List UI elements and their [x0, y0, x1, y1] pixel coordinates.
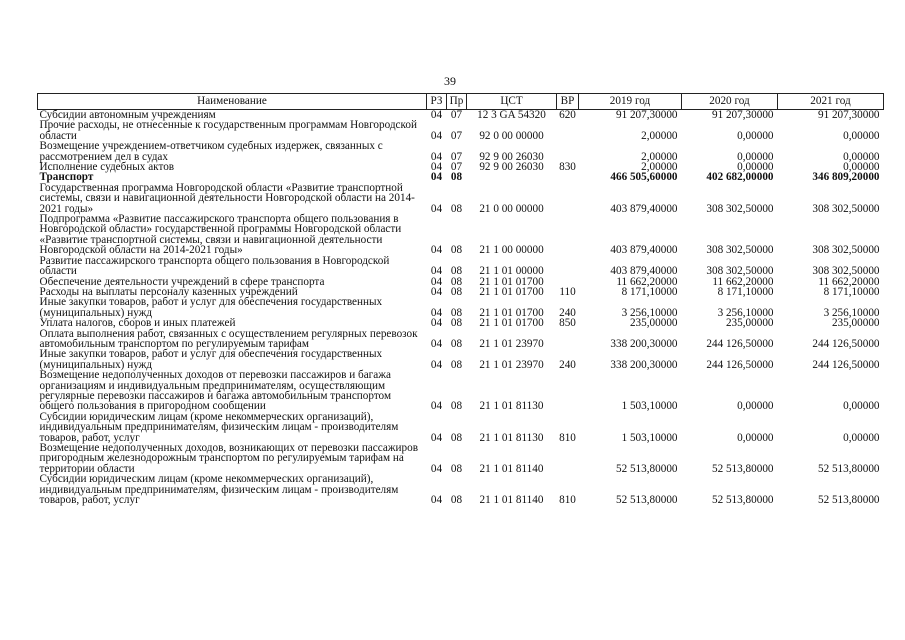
cell-cst: 21 1 01 81130	[479, 431, 544, 444]
cell-name: Развитие пассажирского транспорта общего пользования в Новгородской области	[39, 254, 390, 278]
cell-y2019: 403 879,40000	[610, 202, 678, 215]
col-header-rz: РЗ	[427, 94, 447, 110]
cell-rz: 04	[430, 431, 443, 444]
cell-y2020: 0,00000	[737, 150, 774, 163]
cell-pr: 07	[450, 150, 463, 163]
cell-y2019: 2,00000	[641, 150, 678, 163]
cell-y2021: 0,00000	[843, 150, 880, 163]
cell-pr: 07	[450, 129, 463, 142]
cell-y2021: 308 302,50000	[812, 244, 880, 257]
cell-cst: 21 1 01 81140	[479, 462, 544, 475]
cell-vr: 830	[559, 161, 576, 174]
cell-y2019: 235,00000	[629, 317, 678, 330]
cell-name: Подпрограмма «Развитие пассажирского транспорта общего пользования в Новгородской области» государственной программы Новгородской области «Развитие транспортной системы, связи и навигационной деятельности Новгородской области на 2014-2021 годы»	[39, 213, 402, 257]
cell-cst: 92 0 00 00000	[479, 129, 544, 142]
table-header-row	[38, 94, 884, 110]
cell-vr	[557, 183, 579, 214]
cell-y2021: 0,00000	[843, 431, 880, 444]
cell-y2020: 0,00000	[737, 129, 774, 142]
cell-y2021: 244 126,50000	[812, 337, 880, 350]
cell-cst: 21 0 00 00000	[479, 202, 544, 215]
cell-rz: 04	[430, 317, 443, 330]
col-header-2021: 2021 год	[778, 94, 884, 110]
cell-y2019: 8 171,10000	[621, 285, 678, 298]
cell-vr: 810	[559, 431, 576, 444]
cell-cst: 21 1 01 01700	[479, 285, 544, 298]
cell-rz: 04	[430, 358, 443, 371]
cell-y2020: 8 171,10000	[717, 285, 774, 298]
cell-vr: 850	[559, 317, 576, 330]
cell-y2019: 2,00000	[641, 161, 678, 174]
cell-y2021: 0,00000	[843, 161, 880, 174]
page-number: 39	[444, 74, 456, 88]
col-header-2019: 2019 год	[579, 94, 682, 110]
cell-y2021: 0,00000	[843, 129, 880, 142]
cell-y2020: 308 302,50000	[706, 202, 774, 215]
cell-name: Государственная программа Новгородской области «Развитие транспортной системы, связи и навигационной деятельности Новгородской области на 2014-2021 годы»	[39, 181, 415, 215]
cell-y2021: 52 513,80000	[817, 494, 880, 507]
cell-rz: 04	[430, 265, 443, 278]
cell-name: Иные закупки товаров, работ и услуг для обеспечения государственных (муниципальных) нужд	[39, 348, 383, 371]
cell-name: Возмещение учреждением-ответчиком судебных издержек, связанных с рассмотрением дел в судах	[39, 140, 383, 163]
table-row	[38, 318, 884, 328]
cell-pr: 08	[450, 317, 463, 330]
cell-rz: 04	[430, 462, 443, 475]
cell-y2021: 346 809,20000	[812, 171, 880, 184]
cell-rz: 04	[430, 202, 443, 215]
cell-pr: 08	[450, 431, 463, 444]
table-row	[38, 412, 884, 443]
cell-y2020: 308 302,50000	[706, 265, 774, 278]
cell-pr: 08	[450, 202, 463, 215]
cell-rz: 04	[430, 275, 443, 288]
cell-vr: 620	[559, 109, 576, 121]
cell-pr: 07	[450, 161, 463, 174]
cell-y2020: 235,00000	[725, 317, 774, 330]
cell-name: Уплата налогов, сборов и иных платежей	[39, 317, 236, 330]
cell-y2021: 3 256,10000	[823, 306, 880, 319]
col-header-cst: ЦСТ	[467, 94, 557, 110]
cell-y2020: 308 302,50000	[706, 244, 774, 257]
cell-y2021: 11 662,20000	[818, 275, 880, 288]
cell-y2020: 52 513,80000	[711, 462, 774, 475]
cell-cst: 21 1 01 81140	[479, 494, 544, 507]
table-row	[38, 370, 884, 412]
cell-y2020: 11 662,20000	[712, 275, 774, 288]
cell-cst: 21 1 01 01700	[479, 317, 544, 330]
cell-y2019: 91 207,30000	[615, 109, 678, 121]
cell-cst	[467, 172, 557, 182]
cell-vr	[557, 141, 579, 162]
cell-y2020: 91 207,30000	[711, 109, 774, 121]
col-header-pr: Пр	[447, 94, 467, 110]
cell-pr: 08	[450, 462, 463, 475]
cell-vr: 240	[559, 358, 576, 371]
col-header-2020: 2020 год	[682, 94, 778, 110]
cell-rz: 04	[430, 109, 443, 121]
table-row	[38, 329, 884, 350]
cell-y2019: 2,00000	[641, 129, 678, 142]
cell-vr	[557, 443, 579, 474]
cell-cst: 21 1 00 00000	[479, 244, 544, 257]
cell-vr	[557, 329, 579, 350]
col-header-vr: ВР	[557, 94, 579, 110]
cell-pr: 07	[450, 109, 463, 121]
cell-rz: 04	[430, 150, 443, 163]
cell-y2021: 235,00000	[831, 317, 880, 330]
cell-name: Исполнение судебных актов	[39, 161, 175, 174]
cell-rz: 04	[430, 129, 443, 142]
cell-pr: 08	[450, 244, 463, 257]
cell-vr	[557, 256, 579, 277]
table-body	[38, 110, 884, 506]
cell-vr	[557, 214, 579, 256]
cell-y2021: 91 207,30000	[817, 109, 880, 121]
cell-name: Обеспечение деятельности учреждений в сфере транспорта	[39, 275, 325, 288]
cell-y2021: 8 171,10000	[823, 285, 880, 298]
col-header-name: Наименование	[38, 94, 427, 110]
table-row	[38, 214, 884, 256]
cell-y2020: 0,00000	[737, 161, 774, 174]
cell-rz: 04	[430, 171, 443, 184]
cell-vr: 240	[559, 306, 576, 319]
cell-rz: 04	[430, 161, 443, 174]
table-row	[38, 297, 884, 318]
table-row	[38, 349, 884, 370]
budget-table	[37, 93, 884, 505]
cell-pr: 08	[450, 494, 463, 507]
table-row	[38, 474, 884, 505]
cell-y2019: 403 879,40000	[610, 265, 678, 278]
cell-y2019: 3 256,10000	[621, 306, 678, 319]
cell-vr	[557, 120, 579, 141]
cell-y2021: 52 513,80000	[817, 462, 880, 475]
cell-rz: 04	[430, 400, 443, 413]
cell-rz: 04	[430, 285, 443, 298]
cell-name: Субсидии юридическим лицам (кроме некоммерческих организаций), индивидуальным предпринимателям, физическим лицам - производителям товаров, работ, услуг	[39, 410, 399, 444]
table-row	[38, 183, 884, 214]
cell-y2021: 244 126,50000	[812, 358, 880, 371]
cell-cst: 21 1 01 23970	[479, 358, 544, 371]
cell-name: Субсидии юридическим лицам (кроме некоммерческих организаций), индивидуальным предпринимателям, физическим лицам - производителям товаров, работ, услуг	[39, 473, 399, 507]
cell-vr	[557, 370, 579, 412]
cell-pr: 08	[450, 265, 463, 278]
cell-y2019: 1 503,10000	[621, 400, 678, 413]
cell-y2020: 402 682,00000	[706, 171, 774, 184]
cell-pr: 08	[450, 171, 463, 184]
cell-y2019: 1 503,10000	[621, 431, 678, 444]
cell-y2020: 244 126,50000	[706, 337, 774, 350]
cell-y2019: 11 662,20000	[616, 275, 678, 288]
cell-name: Возмещение недополученных доходов, возникающих от перевозки пассажиров пригородным железнодорожным транспортом по регулируемым тарифам на территории области	[39, 442, 418, 475]
cell-cst: 12 3 GA 54320	[477, 109, 546, 121]
cell-pr: 08	[450, 337, 463, 350]
cell-pr: 08	[450, 306, 463, 319]
cell-cst: 21 1 01 00000	[479, 265, 544, 278]
cell-vr	[557, 172, 579, 182]
cell-vr: 110	[559, 285, 576, 298]
cell-cst: 21 1 01 23970	[479, 337, 544, 350]
cell-y2019: 338 200,30000	[610, 337, 678, 350]
cell-name: Расходы на выплаты персоналу казенных учреждений	[39, 285, 298, 298]
cell-y2021: 308 302,50000	[812, 265, 880, 278]
cell-name: Транспорт	[39, 171, 94, 184]
cell-rz: 04	[430, 337, 443, 350]
cell-rz: 04	[430, 494, 443, 507]
table-row	[38, 141, 884, 162]
cell-y2020: 52 513,80000	[711, 494, 774, 507]
cell-vr: 810	[559, 494, 576, 507]
cell-cst: 21 1 01 81130	[479, 400, 544, 413]
cell-name: Субсидии автономным учреждениям	[39, 109, 216, 121]
cell-pr: 08	[450, 275, 463, 288]
cell-name: Оплата выполнения работ, связанных с осуществлением регулярных перевозок автомобильным транспортом по регулируемым тарифам	[39, 327, 418, 350]
cell-y2019: 466 505,60000	[610, 171, 678, 184]
cell-pr: 08	[450, 400, 463, 413]
cell-y2020: 0,00000	[737, 400, 774, 413]
cell-y2020: 3 256,10000	[717, 306, 774, 319]
table-row	[38, 256, 884, 277]
cell-y2019: 338 200,30000	[610, 358, 678, 371]
cell-name: Иные закупки товаров, работ и услуг для обеспечения государственных (муниципальных) нужд	[39, 296, 383, 319]
cell-rz: 04	[430, 306, 443, 319]
cell-name: Прочие расходы, не отнесенные к государственным программам Новгородской области	[39, 119, 417, 142]
table-row	[38, 443, 884, 474]
cell-y2019: 52 513,80000	[615, 494, 678, 507]
cell-cst: 92 9 00 26030	[479, 161, 544, 174]
cell-cst: 92 9 00 26030	[479, 150, 544, 163]
cell-rz: 04	[430, 244, 443, 257]
cell-name: Возмещение недополученных доходов от перевозки пассажиров и багажа организациям и индивидуальным предпринимателям, осуществляющим регулярные перевозки пассажиров и багажа автомобильным транспортом общего пользования в пригородном сообщении	[39, 369, 392, 413]
cell-y2020: 0,00000	[737, 431, 774, 444]
cell-y2019: 403 879,40000	[610, 244, 678, 257]
cell-cst: 21 1 01 01700	[479, 306, 544, 319]
cell-y2021: 0,00000	[843, 400, 880, 413]
cell-pr: 08	[450, 358, 463, 371]
table-row	[38, 120, 884, 141]
cell-y2021: 308 302,50000	[812, 202, 880, 215]
cell-cst: 21 1 01 01700	[479, 275, 544, 288]
cell-pr: 08	[450, 285, 463, 298]
cell-y2019: 52 513,80000	[615, 462, 678, 475]
cell-y2020: 244 126,50000	[706, 358, 774, 371]
